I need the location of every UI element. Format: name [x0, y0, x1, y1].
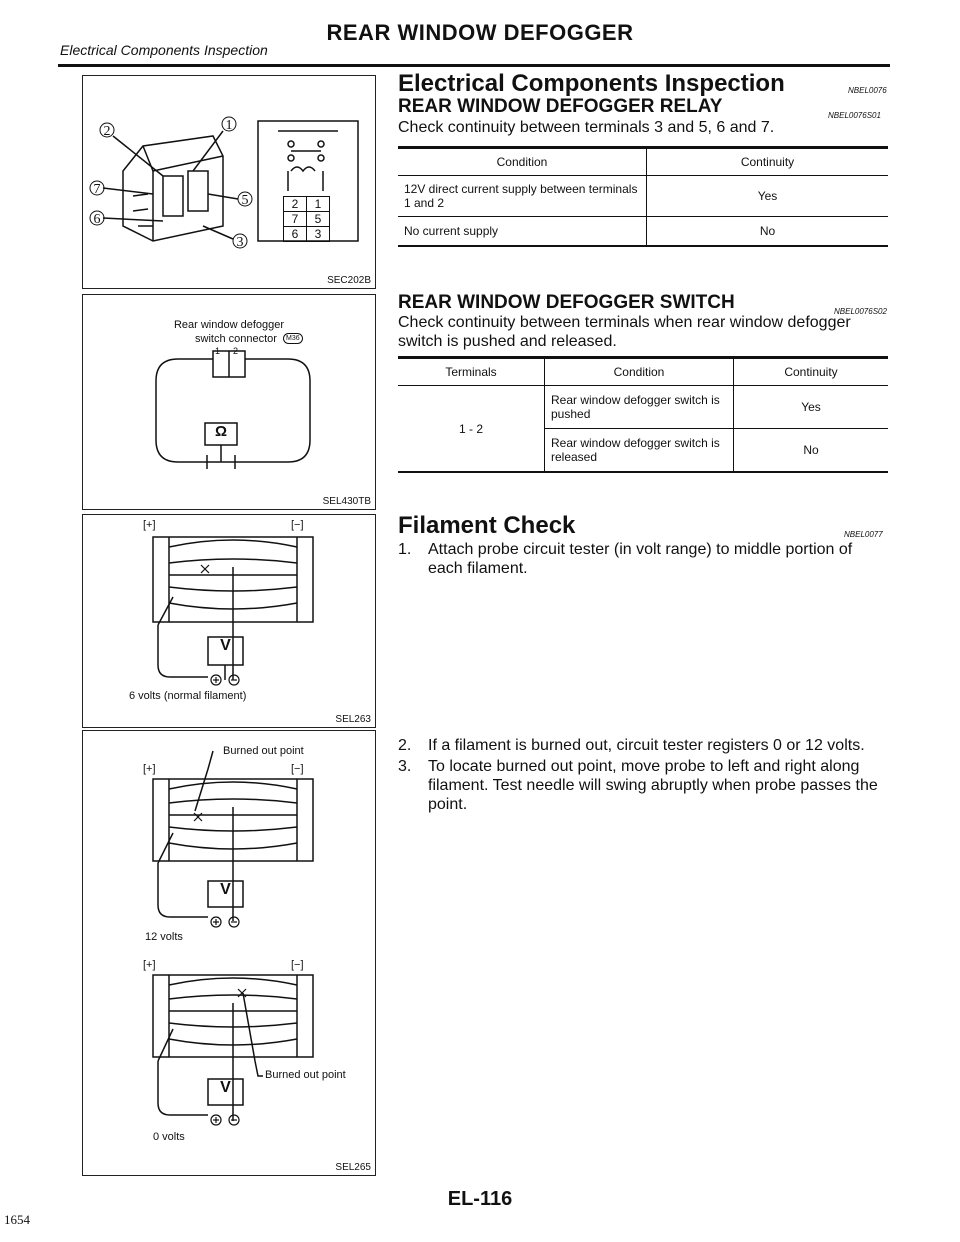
section-title-filament-check: Filament Check — [398, 512, 576, 539]
switch-pin: 1 — [215, 346, 221, 356]
relay-continuity-table — [398, 146, 888, 247]
page-subtitle: Electrical Components Inspection — [60, 42, 268, 58]
step-number: 2. — [398, 737, 412, 754]
relay-pin-grid — [283, 196, 331, 242]
list-item — [398, 540, 890, 578]
plus-label: [+] — [143, 519, 156, 531]
table-row — [398, 217, 888, 247]
table-cell-continuity: Yes — [647, 176, 889, 217]
step-text: If a filament is burned out, circuit tester registers 0 or 12 volts. — [428, 737, 865, 754]
relay-pin: 5 — [307, 212, 330, 227]
table-row — [398, 176, 888, 217]
table-header: Condition — [398, 148, 647, 176]
burned-label-top: Burned out point — [223, 745, 304, 757]
switch-instruction: Check continuity between terminals when rear window defogger switch is pushed and released. — [398, 314, 851, 350]
figure-code: SEC202B — [327, 275, 371, 286]
table-header: Continuity — [734, 358, 889, 386]
voltmeter-symbol: V — [220, 637, 231, 654]
relay-figure — [82, 75, 376, 289]
connector-id-badge: M36 — [283, 333, 303, 344]
relay-diagram — [83, 76, 375, 288]
subsection-title-relay: REAR WINDOW DEFOGGER RELAY — [398, 96, 723, 117]
subsection-ref: NBEL0076S02 — [834, 307, 887, 316]
relay-pin: 1 — [307, 196, 330, 212]
switch-continuity-table — [398, 356, 888, 473]
voltmeter-symbol: V — [220, 881, 231, 898]
table-cell-continuity: Yes — [734, 386, 889, 429]
switch-connector-diagram — [83, 295, 375, 509]
page-code: EL-116 — [447, 1188, 513, 1210]
relay-pin: 2 — [283, 196, 307, 212]
table-cell-continuity: No — [647, 217, 889, 247]
relay-pin: 7 — [283, 212, 307, 227]
step-number: 1. — [398, 541, 412, 558]
list-item — [398, 736, 890, 755]
relay-pin: 3 — [307, 227, 330, 242]
filament-burned-figure — [82, 730, 376, 1176]
table-cell-condition: 12V direct current supply between terminals 1 and 2 — [398, 176, 647, 217]
filament-steps-1 — [398, 540, 890, 580]
relay-callout-3: 3 — [236, 235, 244, 250]
section-title-electrical-components: Electrical Components Inspection — [398, 70, 785, 97]
figure-code: SEL263 — [335, 714, 371, 725]
table-cell-terminals: 1 - 2 — [398, 386, 545, 473]
table-header: Terminals — [398, 358, 545, 386]
section-ref: NBEL0076 — [848, 86, 887, 95]
page-number: 1654 — [4, 1212, 30, 1227]
subsection-ref: NBEL0076S01 — [828, 111, 881, 120]
step-text: To locate burned out point, move probe to left and right along filament. Test needle will swing abruptly when probe passes the point. — [428, 758, 878, 813]
table-cell-condition: Rear window defogger switch is pushed — [545, 386, 734, 429]
table-cell-condition: No current supply — [398, 217, 647, 247]
section-ref: NBEL0077 — [844, 530, 883, 539]
figure-code: SEL430TB — [322, 496, 371, 507]
caption-0-volts: 0 volts — [153, 1131, 185, 1143]
plus-label: [+] — [143, 959, 156, 971]
relay-callout-7: 7 — [93, 182, 101, 197]
relay-callout-2: 2 — [103, 124, 111, 139]
caption-normal: 6 volts (normal filament) — [129, 690, 247, 702]
voltmeter-symbol: V — [220, 1079, 231, 1096]
relay-callout-1: 1 — [225, 118, 233, 133]
burned-label-bottom: Burned out point — [265, 1069, 346, 1081]
filament-normal-figure — [82, 514, 376, 728]
switch-connector-label-2: switch connector — [195, 333, 277, 345]
relay-instruction: Check continuity between terminals 3 and 5, 6 and 7. — [398, 119, 775, 136]
figure-code: SEL265 — [335, 1162, 371, 1173]
filament-steps-2 — [398, 736, 890, 816]
switch-connector-label-1: Rear window defogger — [173, 319, 285, 331]
header-rule — [58, 64, 890, 67]
table-cell-condition: Rear window defogger switch is released — [545, 429, 734, 473]
filament-burned-diagram — [83, 731, 375, 1175]
relay-pin: 6 — [283, 227, 307, 242]
ohmmeter-symbol: Ω — [214, 423, 228, 440]
minus-label: [−] — [291, 763, 304, 775]
minus-label: [−] — [291, 959, 304, 971]
switch-pin: 2 — [233, 346, 239, 356]
step-number: 3. — [398, 758, 412, 775]
plus-label: [+] — [143, 763, 156, 775]
relay-callout-5: 5 — [241, 193, 249, 208]
switch-connector-figure — [82, 294, 376, 510]
list-item — [398, 757, 890, 814]
caption-12-volts: 12 volts — [145, 931, 183, 943]
table-header: Condition — [545, 358, 734, 386]
table-cell-continuity: No — [734, 429, 889, 473]
page-title: REAR WINDOW DEFOGGER — [326, 20, 634, 45]
table-row — [398, 386, 888, 429]
minus-label: [−] — [291, 519, 304, 531]
subsection-title-switch: REAR WINDOW DEFOGGER SWITCH — [398, 292, 735, 313]
table-header: Continuity — [647, 148, 889, 176]
step-text: Attach probe circuit tester (in volt range) to middle portion of each filament. — [428, 541, 853, 577]
relay-callout-6: 6 — [93, 212, 101, 227]
